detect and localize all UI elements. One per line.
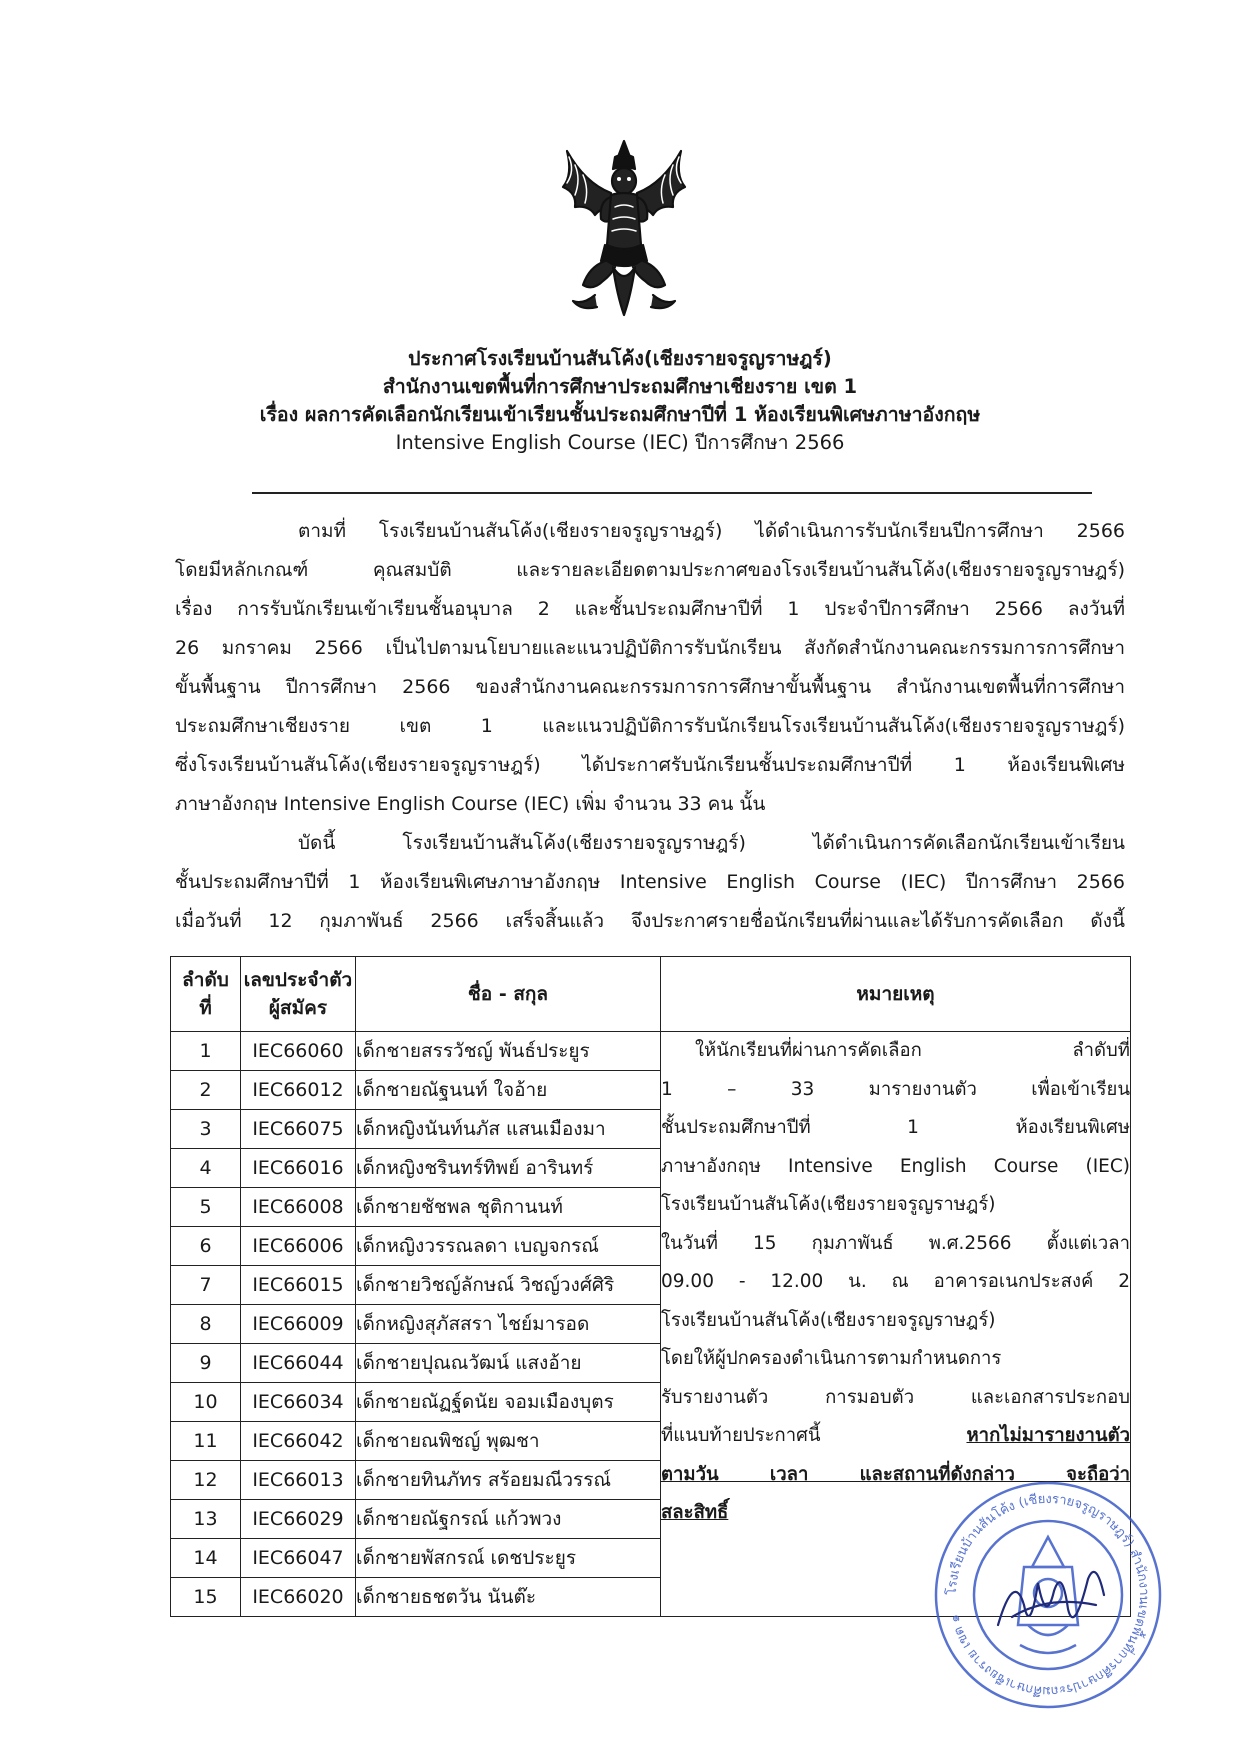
cell-applicant-id: IEC66060 <box>241 1032 356 1071</box>
cell-order: 3 <box>171 1110 241 1149</box>
cell-order: 14 <box>171 1539 241 1578</box>
cell-order: 7 <box>171 1266 241 1305</box>
p1-line: ซึ่งโรงเรียนบ้านสันโค้ง(เชียงรายจรูญราษฎร์) ได้ประกาศรับนักเรียนชั้นประถมศึกษาปีที่ 1 ห้องเรียนพิเศษ <box>175 754 1125 776</box>
school-seal-stamp <box>928 1475 1168 1715</box>
note-warning-line: สละสิทธิ์ <box>661 1502 729 1523</box>
note-line: รับรายงานตัว การมอบตัว และเอกสารประกอบ <box>661 1386 1130 1408</box>
paragraph-2 <box>175 824 1125 941</box>
cell-applicant-id: IEC66020 <box>241 1578 356 1617</box>
cell-name: เด็กชายพัสกรณ์ เดชประยูร <box>356 1539 661 1578</box>
cell-applicant-id: IEC66042 <box>241 1422 356 1461</box>
cell-order: 1 <box>171 1032 241 1071</box>
announcement-body <box>175 512 1125 941</box>
cell-name: เด็กชายปุณณวัฒน์ แสงอ้าย <box>356 1344 661 1383</box>
cell-name: เด็กชายณัฐกรณ์ แก้วพวง <box>356 1500 661 1539</box>
note-plain-text: ที่แนบท้ายประกาศนี้ <box>661 1425 967 1446</box>
cell-applicant-id: IEC66034 <box>241 1383 356 1422</box>
cell-applicant-id: IEC66012 <box>241 1071 356 1110</box>
cell-order: 5 <box>171 1188 241 1227</box>
heading-subject: เรื่อง ผลการคัดเลือกนักเรียนเข้าเรียนชั้นประถมศึกษาปีที่ 1 ห้องเรียนพิเศษภาษาอังกฤษ <box>259 403 981 426</box>
header-applicant-id: เลขประจำตัว ผู้สมัคร <box>241 957 356 1032</box>
table-header-row <box>171 957 1131 1032</box>
cell-applicant-id: IEC66047 <box>241 1539 356 1578</box>
cell-name: เด็กหญิงนันท์นภัส แสนเมืองมา <box>356 1110 661 1149</box>
paragraph-1 <box>175 512 1125 824</box>
cell-order: 12 <box>171 1461 241 1500</box>
p1-line: ภาษาอังกฤษ Intensive English Course (IEC) เพิ่ม จำนวน 33 คน นั้น <box>175 793 766 815</box>
heading-course: Intensive English Course (IEC) ปีการศึกษา 2566 <box>395 431 845 454</box>
p1-line: 26 มกราคม 2566 เป็นไปตามนโยบายและแนวปฏิบัติการรับนักเรียน สังกัดสำนักงานคณะกรรมการการศึกษา <box>175 637 1125 659</box>
header-order: ลำดับ ที่ <box>171 957 241 1032</box>
cell-name: เด็กชายณัฏฐ์ดนัย จอมเมืองบุตร <box>356 1383 661 1422</box>
note-line: ให้นักเรียนที่ผ่านการคัดเลือก ลำดับที่ <box>695 1040 1130 1061</box>
note-line: 1 – 33 มารายงานตัว เพื่อเข้าเรียน <box>661 1078 1130 1100</box>
p1-line: เรื่อง การรับนักเรียนเข้าเรียนชั้นอนุบาล 2 และชั้นประถมศึกษาปีที่ 1 ประจำปีการศึกษา 2566 ลงวันที่ <box>175 598 1125 620</box>
heading-divider <box>252 492 1092 494</box>
note-line: ภาษาอังกฤษ Intensive English Course (IEC) <box>661 1155 1130 1177</box>
cell-applicant-id: IEC66016 <box>241 1149 356 1188</box>
cell-order: 2 <box>171 1071 241 1110</box>
cell-applicant-id: IEC66044 <box>241 1344 356 1383</box>
heading-office: สำนักงานเขตพื้นที่การศึกษาประถมศึกษาเชียงราย เขต 1 <box>382 375 858 398</box>
note-line: 09.00 - 12.00 น. ณ อาคารอเนกประสงค์ 2 <box>661 1271 1130 1292</box>
seal-text: โรงเรียนบ้านสันโค้ง (เชียงรายจรูญราษฎร์) สำนักงานเขตพื้นที่การศึกษาประถมศึกษาเชียงราย เขต ๑ <box>944 1491 1152 1699</box>
note-line: โดยให้ผู้ปกครองดำเนินการตามกำหนดการ <box>661 1348 1002 1369</box>
cell-name: เด็กชายณพิชญ์ พุฒชา <box>356 1422 661 1461</box>
note-line: ในวันที่ 15 กุมภาพันธ์ พ.ศ.2566 ตั้งแต่เวลา <box>661 1232 1130 1254</box>
p2-line: เมื่อวันที่ 12 กุมภาพันธ์ 2566 เสร็จสิ้นแล้ว จึงประกาศรายชื่อนักเรียนที่ผ่านและได้รับการคัดเลือก ดังนี้ <box>175 910 1125 932</box>
cell-applicant-id: IEC66006 <box>241 1227 356 1266</box>
cell-order: 15 <box>171 1578 241 1617</box>
header-name: ชื่อ - สกุล <box>356 957 661 1032</box>
cell-name: เด็กชายสรรวัชญ์ พันธ์ประยูร <box>356 1032 661 1071</box>
p2-line: บัดนี้ โรงเรียนบ้านสันโค้ง(เชียงรายจรูญราษฎร์) ได้ดำเนินการคัดเลือกนักเรียนเข้าเรียน <box>298 832 1125 854</box>
cell-name: เด็กชายวิชญ์ลักษณ์ วิชญ์วงศ์ศิริ <box>356 1266 661 1305</box>
cell-name: เด็กหญิงชรินทร์ทิพย์ อารินทร์ <box>356 1149 661 1188</box>
note-line: ชั้นประถมศึกษาปีที่ 1 ห้องเรียนพิเศษ <box>661 1117 1130 1138</box>
table-row <box>171 1032 1131 1071</box>
cell-name: เด็กชายณัฐนนท์ ใจอ้าย <box>356 1071 661 1110</box>
cell-order: 8 <box>171 1305 241 1344</box>
cell-order: 11 <box>171 1422 241 1461</box>
garuda-emblem <box>555 135 693 325</box>
p2-line: ชั้นประถมศึกษาปีที่ 1 ห้องเรียนพิเศษภาษาอังกฤษ Intensive English Course (IEC) ปีการศึกษา 2566 <box>175 871 1125 893</box>
cell-applicant-id: IEC66013 <box>241 1461 356 1500</box>
header-note: หมายเหตุ <box>661 957 1131 1032</box>
heading-school: ประกาศโรงเรียนบ้านสันโค้ง(เชียงรายจรูญราษฎร์) <box>408 347 832 370</box>
cell-order: 9 <box>171 1344 241 1383</box>
p1-line: ขั้นพื้นฐาน ปีการศึกษา 2566 ของสำนักงานคณะกรรมการการศึกษาขั้นพื้นฐาน สำนักงานเขตพื้นที่การศึกษา <box>175 676 1125 698</box>
p1-line: ประถมศึกษาเชียงราย เขต 1 และแนวปฏิบัติการรับนักเรียนโรงเรียนบ้านสันโค้ง(เชียงรายจรูญราษฎร์) <box>175 715 1125 737</box>
note-warning-text: หากไม่มารายงานตัว <box>966 1425 1130 1446</box>
cell-name: เด็กหญิงวรรณลดา เบญจกรณ์ <box>356 1227 661 1266</box>
cell-applicant-id: IEC66008 <box>241 1188 356 1227</box>
cell-applicant-id: IEC66075 <box>241 1110 356 1149</box>
cell-order: 6 <box>171 1227 241 1266</box>
cell-name: เด็กชายชัชพล ชุติกานนท์ <box>356 1188 661 1227</box>
note-line-with-warning <box>661 1417 1130 1456</box>
cell-order: 10 <box>171 1383 241 1422</box>
p1-line: ตามที่ โรงเรียนบ้านสันโค้ง(เชียงรายจรูญราษฎร์) ได้ดำเนินการรับนักเรียนปีการศึกษา 2566 <box>298 520 1125 542</box>
cell-order: 13 <box>171 1500 241 1539</box>
cell-applicant-id: IEC66029 <box>241 1500 356 1539</box>
announcement-heading <box>0 345 1240 457</box>
note-line: โรงเรียนบ้านสันโค้ง(เชียงรายจรูญราษฎร์) <box>661 1194 996 1215</box>
cell-name: เด็กชายธชตวัน นันต๊ะ <box>356 1578 661 1617</box>
p1-line: โดยมีหลักเกณฑ์ คุณสมบัติ และรายละเอียดตามประกาศของโรงเรียนบ้านสันโค้ง(เชียงรายจรูญราษฎร์) <box>175 559 1125 581</box>
cell-name: เด็กหญิงสุภัสสรา ไชย์มารอด <box>356 1305 661 1344</box>
cell-order: 4 <box>171 1149 241 1188</box>
note-line: โรงเรียนบ้านสันโค้ง(เชียงรายจรูญราษฎร์) <box>661 1309 996 1331</box>
note-warning-line: ตามวัน เวลา และสถานที่ดังกล่าว จะถือว่า <box>661 1463 1130 1485</box>
cell-applicant-id: IEC66009 <box>241 1305 356 1344</box>
cell-applicant-id: IEC66015 <box>241 1266 356 1305</box>
cell-name: เด็กชายทินภัทร สร้อยมณีวรรณ์ <box>356 1461 661 1500</box>
